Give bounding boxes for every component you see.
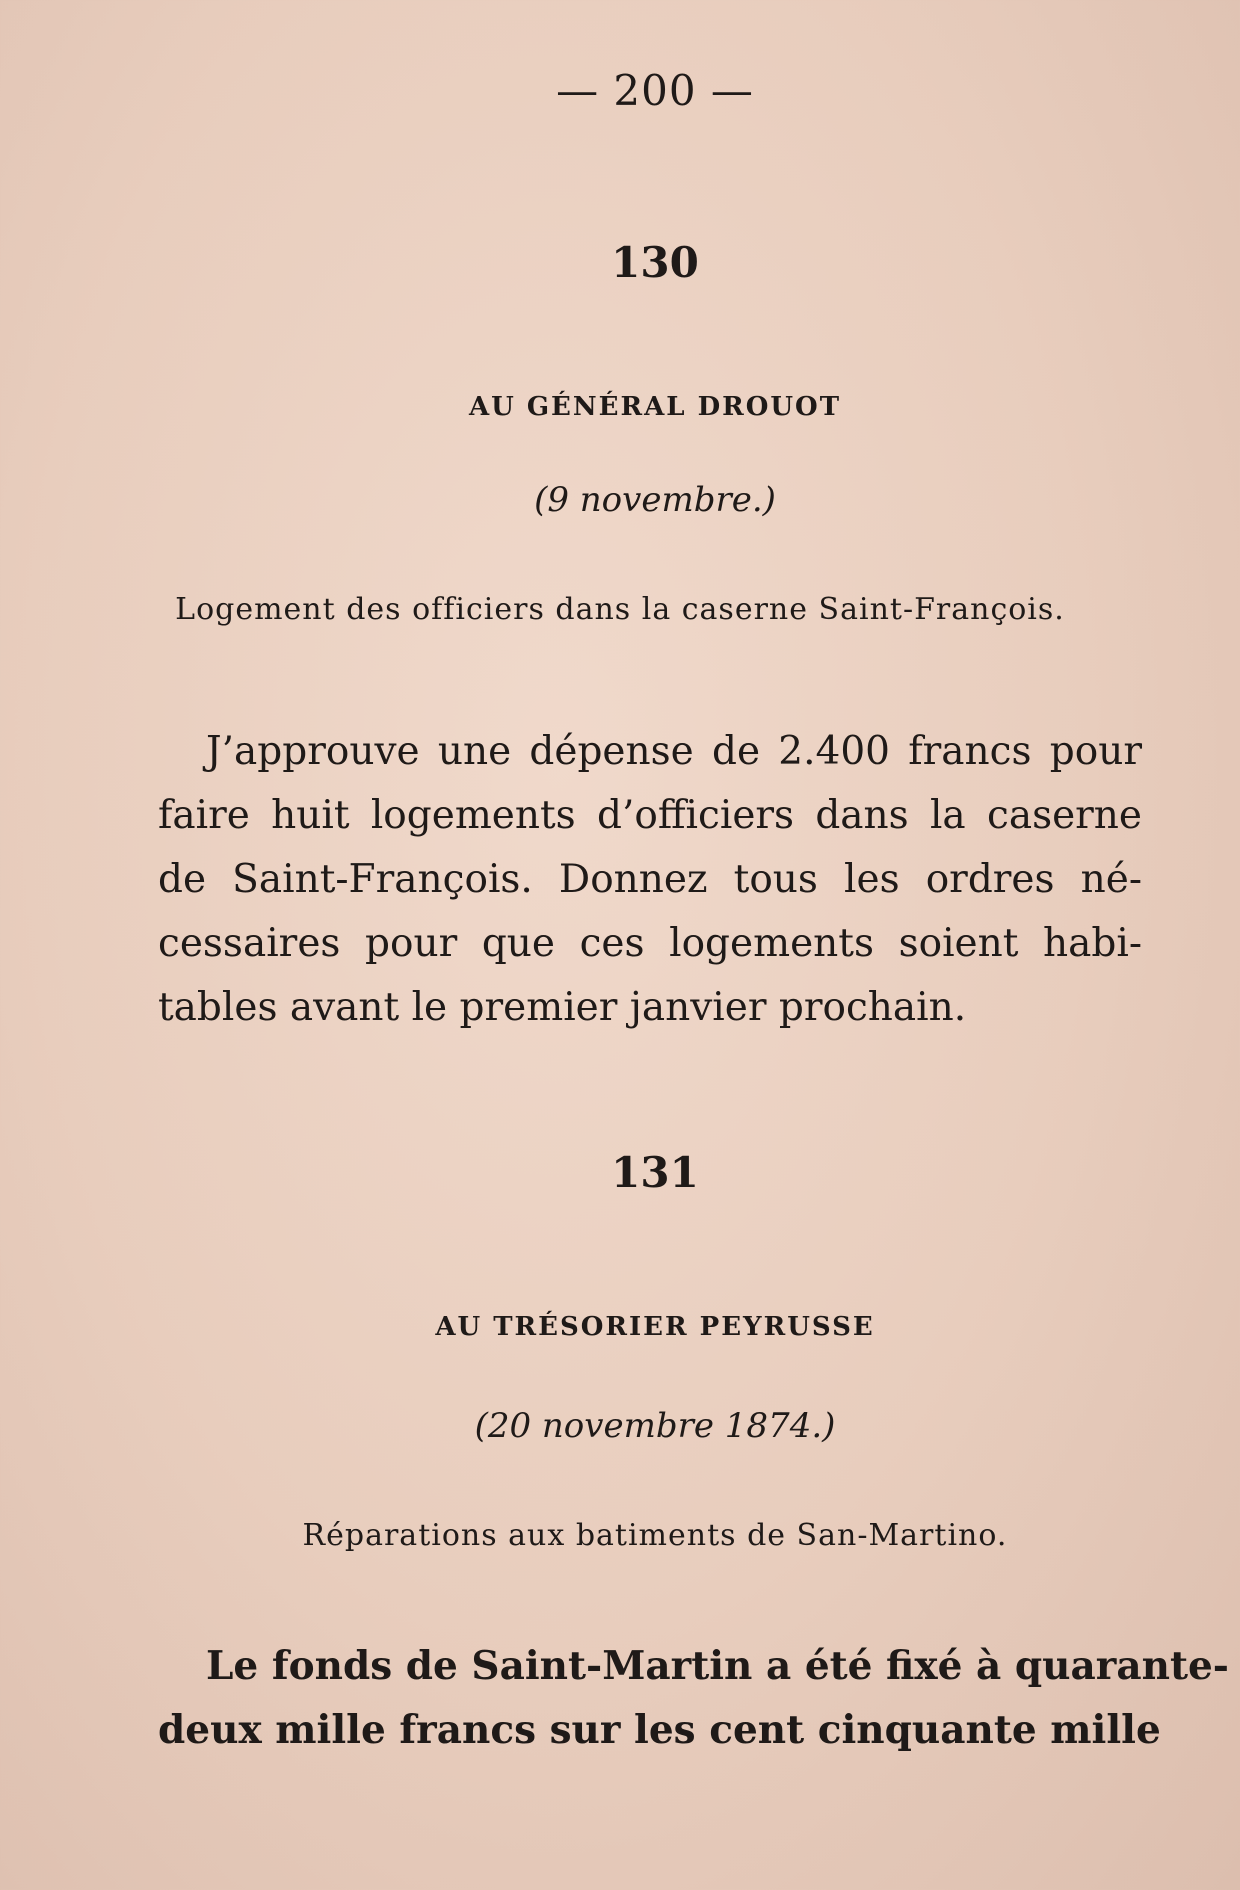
letter-date: (20 novembre 1874.) [474,1406,836,1446]
letter-recipient: AU TRÉSORIER PEYRUSSE [435,1312,875,1342]
body-line: de Saint-François. Donnez tous les ordres né- [158,857,1142,902]
letter-body [158,720,1142,1040]
body-line: tables avant le premier janvier prochain. [158,985,967,1030]
body-line: Le fonds de Saint-Martin a été fixé à quarante- [206,1643,1229,1689]
body-line: faire huit logements d’officiers dans la caserne [158,793,1142,838]
body-line: J’approuve une dépense de 2.400 francs pour [206,729,1142,774]
body-line: deux mille francs sur les cent cinquante mille [158,1707,1161,1753]
letter-number: 131 [611,1148,699,1197]
letter-number: 130 [611,238,699,287]
letter-body [158,1634,1229,1762]
body-line: cessaires pour que ces logements soient habi- [158,921,1142,966]
page-number: — 200 — [556,66,754,115]
letter-recipient: AU GÉNÉRAL DROUOT [468,392,842,422]
letter-subject: Réparations aux batiments de San-Martino. [302,1518,1008,1553]
letter-subject: Logement des officiers dans la caserne Saint-François. [175,592,1065,627]
letter-date: (9 novembre.) [534,480,776,520]
